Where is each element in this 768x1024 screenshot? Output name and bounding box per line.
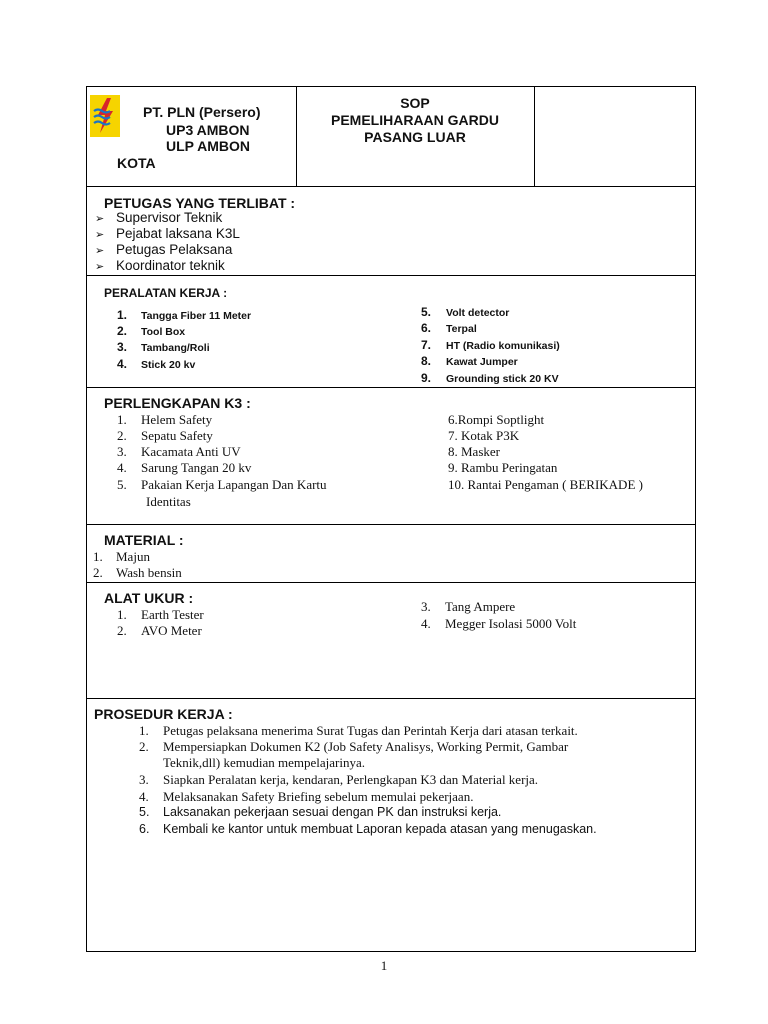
material-item: Majun xyxy=(116,549,150,564)
prosedur-item: Kembali ke kantor untuk membuat Laporan kepada atasan yang menugaskan. xyxy=(163,822,597,836)
perlengkapan-item-number: 3. xyxy=(117,444,127,459)
material-item-number: 2. xyxy=(93,565,103,580)
peralatan-item-number: 9. xyxy=(421,371,432,385)
alat-ukur-item: Earth Tester xyxy=(141,607,204,622)
alat-ukur-item-number: 4. xyxy=(421,616,431,631)
perlengkapan-item: 10. Rantai Pengaman ( BERIKADE ) xyxy=(448,477,643,492)
perlengkapan-item-number: 5. xyxy=(117,477,127,492)
row-divider xyxy=(86,698,696,699)
material-item-number: 1. xyxy=(93,549,103,564)
petugas-item: Petugas Pelaksana xyxy=(116,242,233,257)
company-name: PT. PLN (Persero) xyxy=(143,104,261,120)
arrow-bullet-icon: ➢ xyxy=(95,261,105,273)
perlengkapan-item: Sepatu Safety xyxy=(141,428,213,443)
petugas-item: Koordinator teknik xyxy=(116,258,225,273)
prosedur-item-number: 5. xyxy=(139,805,150,819)
peralatan-item: Tangga Fiber 11 Meter xyxy=(141,310,252,322)
alat-ukur-item-number: 1. xyxy=(117,607,127,622)
perlengkapan-item: 9. Rambu Peringatan xyxy=(448,460,558,475)
prosedur-item-number: 3. xyxy=(139,772,149,787)
row-divider xyxy=(86,387,696,388)
prosedur-item-number: 6. xyxy=(139,822,150,836)
alat-ukur-item: Tang Ampere xyxy=(445,599,516,614)
doc-title-line2: PASANG LUAR xyxy=(364,129,466,145)
company-unit: UP3 AMBON xyxy=(166,122,250,138)
peralatan-item: Stick 20 kv xyxy=(141,359,196,371)
alat-ukur-item-number: 2. xyxy=(117,623,127,638)
prosedur-item-number: 2. xyxy=(139,739,149,754)
section-heading-prosedur: PROSEDUR KERJA : xyxy=(94,706,233,722)
prosedur-item: Petugas pelaksana menerima Surat Tugas dan Perintah Kerja dari atasan terkait. xyxy=(163,723,578,738)
prosedur-item: Siapkan Peralatan kerja, kendaran, Perlengkapan K3 dan Material kerja. xyxy=(163,772,539,787)
section-heading-material: MATERIAL : xyxy=(104,532,184,548)
section-heading-petugas: PETUGAS YANG TERLIBAT : xyxy=(104,195,296,211)
peralatan-item-number: 2. xyxy=(117,324,128,338)
section-heading-perlengkapan: PERLENGKAPAN K3 : xyxy=(104,395,251,411)
perlengkapan-item: 8. Masker xyxy=(448,444,500,459)
petugas-item: Pejabat laksana K3L xyxy=(116,226,240,241)
prosedur-item: Mempersiapkan Dokumen K2 (Job Safety Analisys, Working Permit, Gambar xyxy=(163,739,569,754)
peralatan-item: Volt detector xyxy=(446,307,510,319)
prosedur-item-number: 4. xyxy=(139,789,149,804)
prosedur-item: Laksanakan pekerjaan sesuai dengan PK dan instruksi kerja. xyxy=(163,805,502,819)
peralatan-item: Tool Box xyxy=(141,326,186,338)
section-heading-peralatan: PERALATAN KERJA : xyxy=(104,286,228,300)
row-divider xyxy=(86,186,696,187)
peralatan-item-number: 1. xyxy=(117,308,128,322)
perlengkapan-item: Pakaian Kerja Lapangan Dan Kartu xyxy=(141,477,327,492)
peralatan-item: Grounding stick 20 KV xyxy=(446,373,559,385)
perlengkapan-item: Kacamata Anti UV xyxy=(141,444,241,459)
page-number: 1 xyxy=(380,958,388,973)
header-divider-right xyxy=(534,86,535,186)
arrow-bullet-icon: ➢ xyxy=(95,229,105,241)
row-divider xyxy=(86,275,696,276)
company-city: KOTA xyxy=(117,155,156,171)
peralatan-item: Terpal xyxy=(446,323,477,335)
company-subunit: ULP AMBON xyxy=(166,138,250,154)
peralatan-item-number: 3. xyxy=(117,340,128,354)
perlengkapan-item-number: 4. xyxy=(117,460,127,475)
peralatan-item-number: 6. xyxy=(421,321,432,335)
alat-ukur-item: Megger Isolasi 5000 Volt xyxy=(445,616,577,631)
row-divider xyxy=(86,524,696,525)
alat-ukur-item-number: 3. xyxy=(421,599,431,614)
alat-ukur-item: AVO Meter xyxy=(141,623,202,638)
row-divider xyxy=(86,582,696,583)
petugas-item: Supervisor Teknik xyxy=(116,210,223,225)
perlengkapan-item: 7. Kotak P3K xyxy=(448,428,520,443)
perlengkapan-item: 6.Rompi Soptlight xyxy=(448,412,545,427)
perlengkapan-item: Helem Safety xyxy=(141,412,213,427)
peralatan-item-number: 7. xyxy=(421,338,432,352)
peralatan-item-number: 8. xyxy=(421,354,432,368)
perlengkapan-item-number: 1. xyxy=(117,412,127,427)
perlengkapan-item-number: 2. xyxy=(117,428,127,443)
arrow-bullet-icon: ➢ xyxy=(95,213,105,225)
peralatan-item: Tambang/Roli xyxy=(141,342,210,354)
prosedur-item: Melaksanakan Safety Briefing sebelum memulai pekerjaan. xyxy=(163,789,474,804)
peralatan-item-number: 4. xyxy=(117,357,128,371)
doc-title: PEMELIHARAAN GARDU xyxy=(331,112,499,128)
peralatan-item: HT (Radio komunikasi) xyxy=(446,340,560,352)
prosedur-item-2-continuation: Teknik,dll) kemudian mempelajarinya. xyxy=(163,755,365,770)
material-item: Wash bensin xyxy=(116,565,182,580)
perlengkapan-item: Sarung Tangan 20 kv xyxy=(141,460,252,475)
pln-lightning-logo-icon xyxy=(90,95,120,137)
prosedur-item-number: 1. xyxy=(139,723,149,738)
peralatan-item-number: 5. xyxy=(421,305,432,319)
arrow-bullet-icon: ➢ xyxy=(95,245,105,257)
peralatan-item: Kawat Jumper xyxy=(446,356,518,368)
doc-type: SOP xyxy=(400,95,430,111)
perlengkapan-item-5-continuation: Identitas xyxy=(146,494,191,509)
section-heading-alat-ukur: ALAT UKUR : xyxy=(104,590,194,606)
